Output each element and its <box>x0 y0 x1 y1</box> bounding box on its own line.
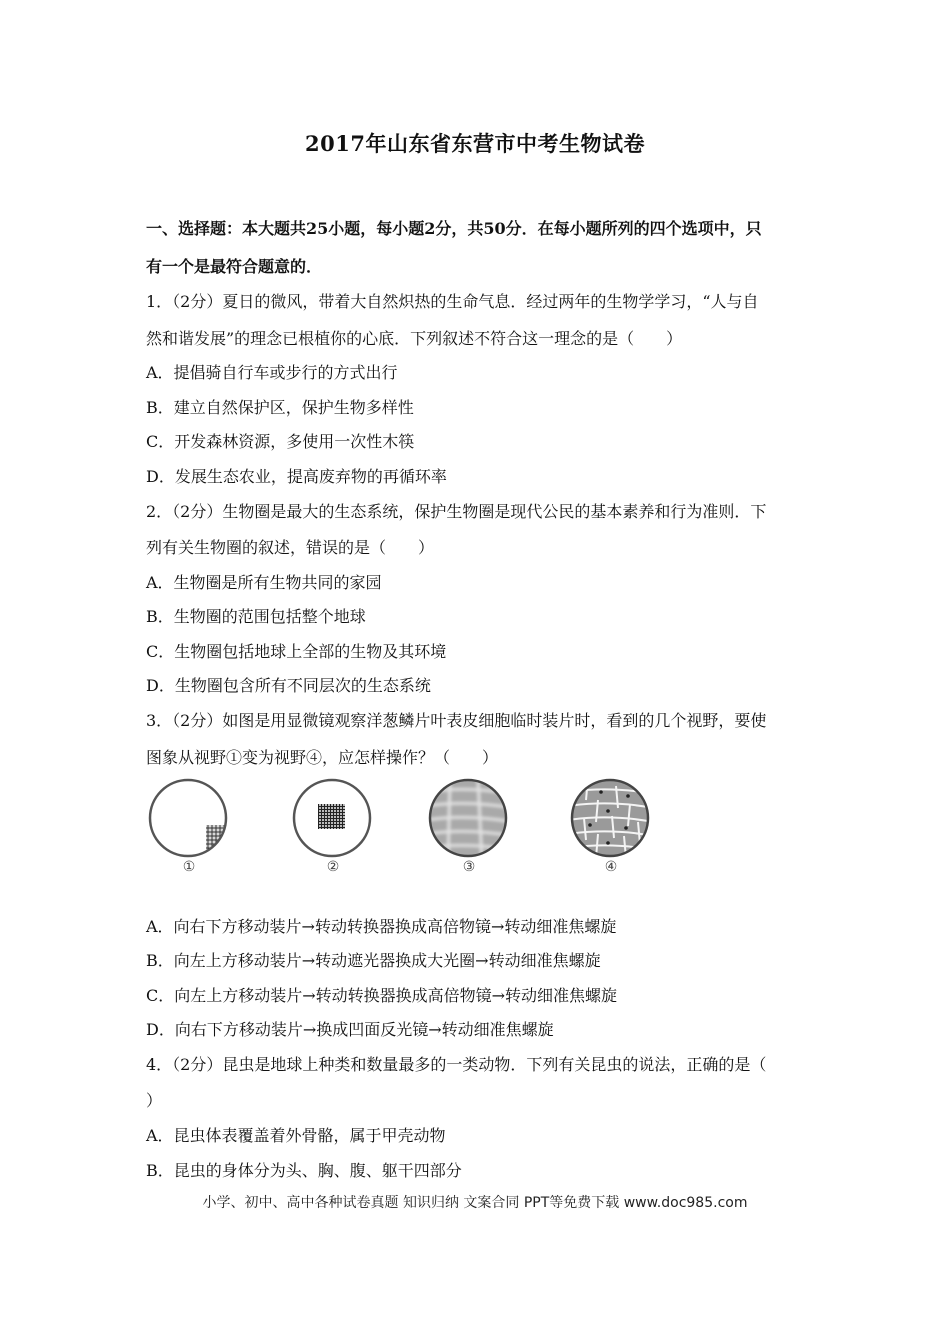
q3-stem-line-2: 图象从视野①变为视野④，应怎样操作？（ ） <box>146 748 499 767</box>
q2-option-d: D．生物圈包含所有不同层次的生态系统 <box>146 676 431 695</box>
field-view-1-label: ① <box>182 859 196 875</box>
q2-stem-line-1: 2．（2分）生物圈是最大的生态系统，保护生物圈是现代公民的基本素养和行为准则．下 <box>146 502 767 521</box>
microscope-fields-figure <box>146 778 666 878</box>
field-view-3 <box>426 778 512 878</box>
field-view-4 <box>568 778 654 878</box>
q3-option-d: D．向右下方移动装片→换成凹面反光镜→转动细准焦螺旋 <box>146 1020 554 1039</box>
field-view-2 <box>290 778 376 878</box>
section-heading-line-2: 有一个是最符合题意的． <box>146 257 323 276</box>
page-footer: 小学、初中、高中各种试卷真题 知识归纳 文案合同 PPT等免费下载 www.doc985.com <box>202 1195 748 1211</box>
q2-option-c: C．生物圈包括地球上全部的生物及其环境 <box>146 642 447 661</box>
field-view-1 <box>146 778 232 878</box>
field-view-3-label: ③ <box>462 859 476 875</box>
field-view-4-label: ④ <box>604 859 618 875</box>
field-view-4-image <box>568 778 654 858</box>
q2-stem-line-2: 列有关生物圈的叙述，错误的是（ ） <box>146 538 435 557</box>
q2-option-a: A．生物圈是所有生物共同的家园 <box>146 573 382 592</box>
q1-option-c: C．开发森林资源，多使用一次性木筷 <box>146 432 415 451</box>
q4-option-a: A．昆虫体表覆盖着外骨骼，属于甲壳动物 <box>146 1126 446 1145</box>
q4-stem-line-2: ） <box>146 1091 163 1110</box>
field-view-1-image <box>146 778 232 858</box>
q1-stem-line-1: 1．（2分）夏日的微风，带着大自然炽热的生命气息．经过两年的生物学学习，“人与自 <box>146 292 759 311</box>
q3-option-c: C．向左上方移动装片→转动转换器换成高倍物镜→转动细准焦螺旋 <box>146 986 618 1005</box>
section-heading-line-1: 一、选择题：本大题共25小题，每小题2分，共50分．在每小题所列的四个选项中，只 <box>146 219 762 238</box>
q1-stem-line-2: 然和谐发展”的理念已根植你的心底．下列叙述不符合这一理念的是（ ） <box>146 329 683 348</box>
q3-option-b: B．向左上方移动装片→转动遮光器换成大光圈→转动细准焦螺旋 <box>146 951 601 970</box>
q1-option-a: A．提倡骑自行车或步行的方式出行 <box>146 363 398 382</box>
q4-stem-line-1: 4．（2分）昆虫是地球上种类和数量最多的一类动物．下列有关昆虫的说法，正确的是（ <box>146 1055 767 1074</box>
q3-stem-line-1: 3．（2分）如图是用显微镜观察洋葱鳞片叶表皮细胞临时装片时，看到的几个视野，要使 <box>146 711 767 730</box>
field-view-2-image <box>290 778 376 858</box>
q1-option-d: D．发展生态农业，提高废弃物的再循环率 <box>146 467 447 486</box>
q4-option-b: B．昆虫的身体分为头、胸、腹、躯干四部分 <box>146 1161 462 1180</box>
q3-option-a: A．向右下方移动装片→转动转换器换成高倍物镜→转动细准焦螺旋 <box>146 917 617 936</box>
page-title: 2017年山东省东营市中考生物试卷 <box>305 131 645 156</box>
q2-option-b: B．生物圈的范围包括整个地球 <box>146 607 366 626</box>
q1-option-b: B．建立自然保护区，保护生物多样性 <box>146 398 414 417</box>
field-view-3-image <box>426 778 512 858</box>
field-view-2-label: ② <box>326 859 340 875</box>
